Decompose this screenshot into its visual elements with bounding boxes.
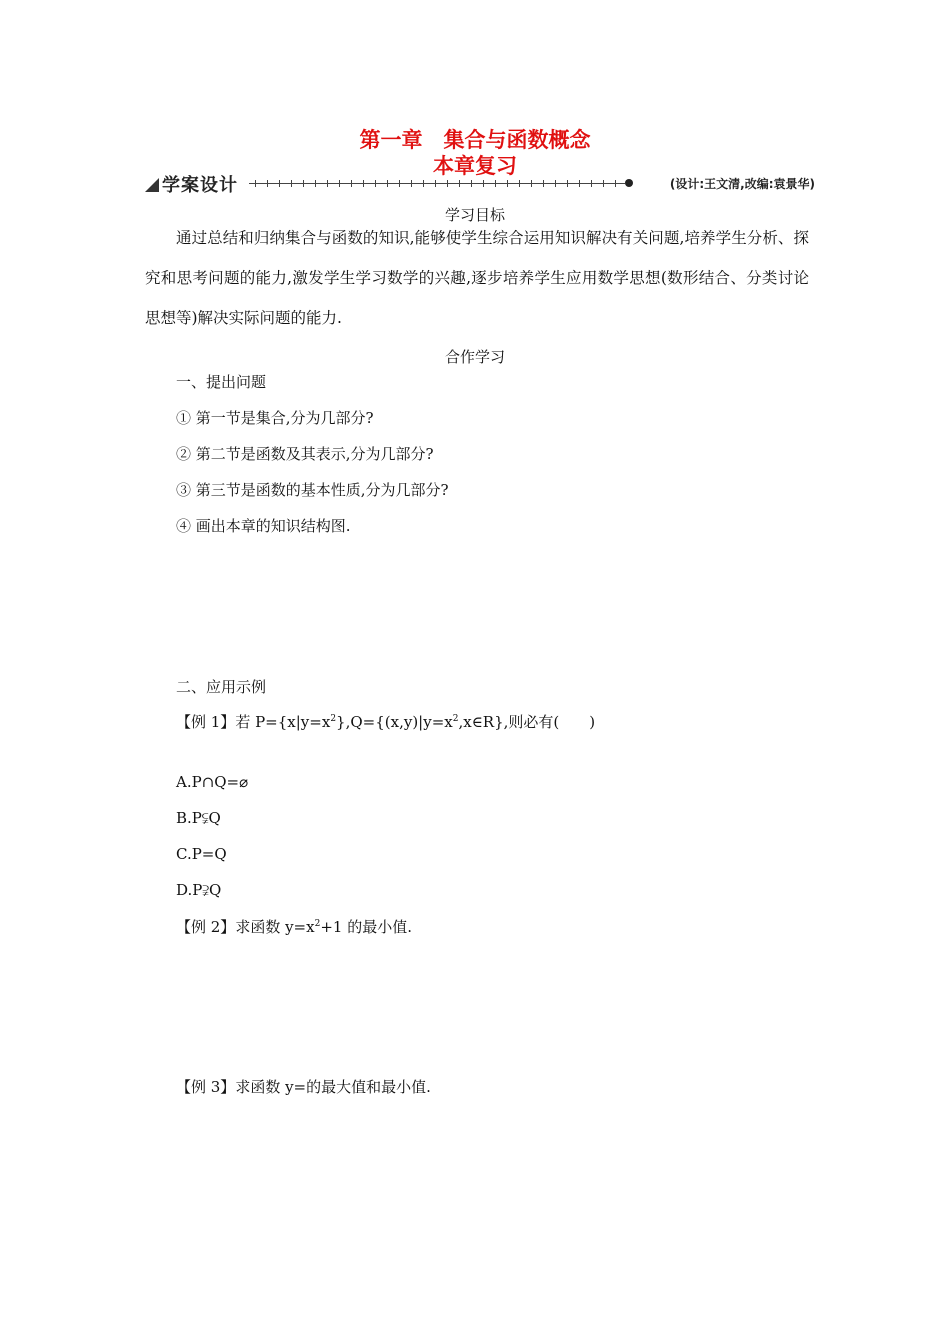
bullet-dot-icon xyxy=(625,179,633,187)
divider-tick xyxy=(483,180,484,187)
example-tag: 【例 1】 xyxy=(176,713,236,731)
cooperative-heading: 合作学习 xyxy=(444,348,505,366)
divider-tick xyxy=(423,180,424,187)
chapter-title: 第一章 集合与函数概念 xyxy=(359,128,591,152)
section-banner xyxy=(145,172,815,196)
section-raise-questions: 一、提出问题 xyxy=(176,373,267,391)
divider-tick xyxy=(303,180,304,187)
divider-tick xyxy=(315,180,316,187)
divider-tick xyxy=(447,180,448,187)
question-item: ③ 第三节是函数的基本性质,分为几部分? xyxy=(176,481,449,499)
example-3: 【例 3】求函数 y=的最大值和最小值. xyxy=(176,1078,431,1096)
divider-tick xyxy=(279,180,280,187)
divider-tick xyxy=(327,180,328,187)
divider-tick xyxy=(579,180,580,187)
divider-tick xyxy=(495,180,496,187)
divider-tick xyxy=(375,180,376,187)
divider-tick xyxy=(603,180,604,187)
banner-label: 学案设计 xyxy=(162,175,238,196)
option-d: D.P⫌Q xyxy=(176,881,222,899)
question-item: ② 第二节是函数及其表示,分为几部分? xyxy=(176,445,434,463)
divider-tick xyxy=(339,180,340,187)
question-item: ④ 画出本章的知识结构图. xyxy=(176,517,351,535)
divider-tick xyxy=(459,180,460,187)
divider-tick xyxy=(519,180,520,187)
divider-tick xyxy=(255,180,256,187)
option-c: C.P=Q xyxy=(176,845,227,863)
divider-tick xyxy=(591,180,592,187)
divider-tick xyxy=(471,180,472,187)
option-a: A.P∩Q=⌀ xyxy=(176,773,249,791)
section-examples: 二、应用示例 xyxy=(176,678,267,696)
learning-goals-heading: 学习目标 xyxy=(444,206,505,224)
author-credit: (设计:王文清,改编:袁景华) xyxy=(669,177,815,191)
dotted-divider xyxy=(249,183,625,186)
divider-tick xyxy=(567,180,568,187)
divider-tick xyxy=(555,180,556,187)
divider-tick xyxy=(531,180,532,187)
divider-tick xyxy=(363,180,364,187)
divider-tick xyxy=(507,180,508,187)
divider-tick xyxy=(351,180,352,187)
example-2: 【例 2】求函数 $y=x^2+1$ 的最小值. xyxy=(176,918,412,936)
divider-tick xyxy=(399,180,400,187)
triangle-icon xyxy=(145,178,159,192)
divider-tick xyxy=(543,180,544,187)
divider-tick xyxy=(435,180,436,187)
option-b: B.P⫋Q xyxy=(176,809,221,827)
divider-tick xyxy=(411,180,412,187)
divider-tick xyxy=(291,180,292,187)
example-tag: 【例 2】 xyxy=(176,918,236,936)
question-item: ① 第一节是集合,分为几部分? xyxy=(176,409,374,427)
learning-goals-text: 通过总结和归纳集合与函数的知识,能够使学生综合运用知识解决有关问题,培养学生分析、探究和思考问题的能力,激发学生学习数学的兴趣,逐步培养学生应用数学思想(数形结合、分类讨论思想等)解决实际问题的能力. xyxy=(145,229,809,327)
chapter-subtitle: 本章复习 xyxy=(433,154,517,178)
example-tag: 【例 3】 xyxy=(176,1078,236,1096)
divider-tick xyxy=(387,180,388,187)
example-1: 【例 1】若 $P=\{x|y=x^2\},Q=\{(x,y)|y=x^2,x\in R\}$,则必有( ) xyxy=(176,713,596,731)
divider-tick xyxy=(615,180,616,187)
divider-tick xyxy=(267,180,268,187)
